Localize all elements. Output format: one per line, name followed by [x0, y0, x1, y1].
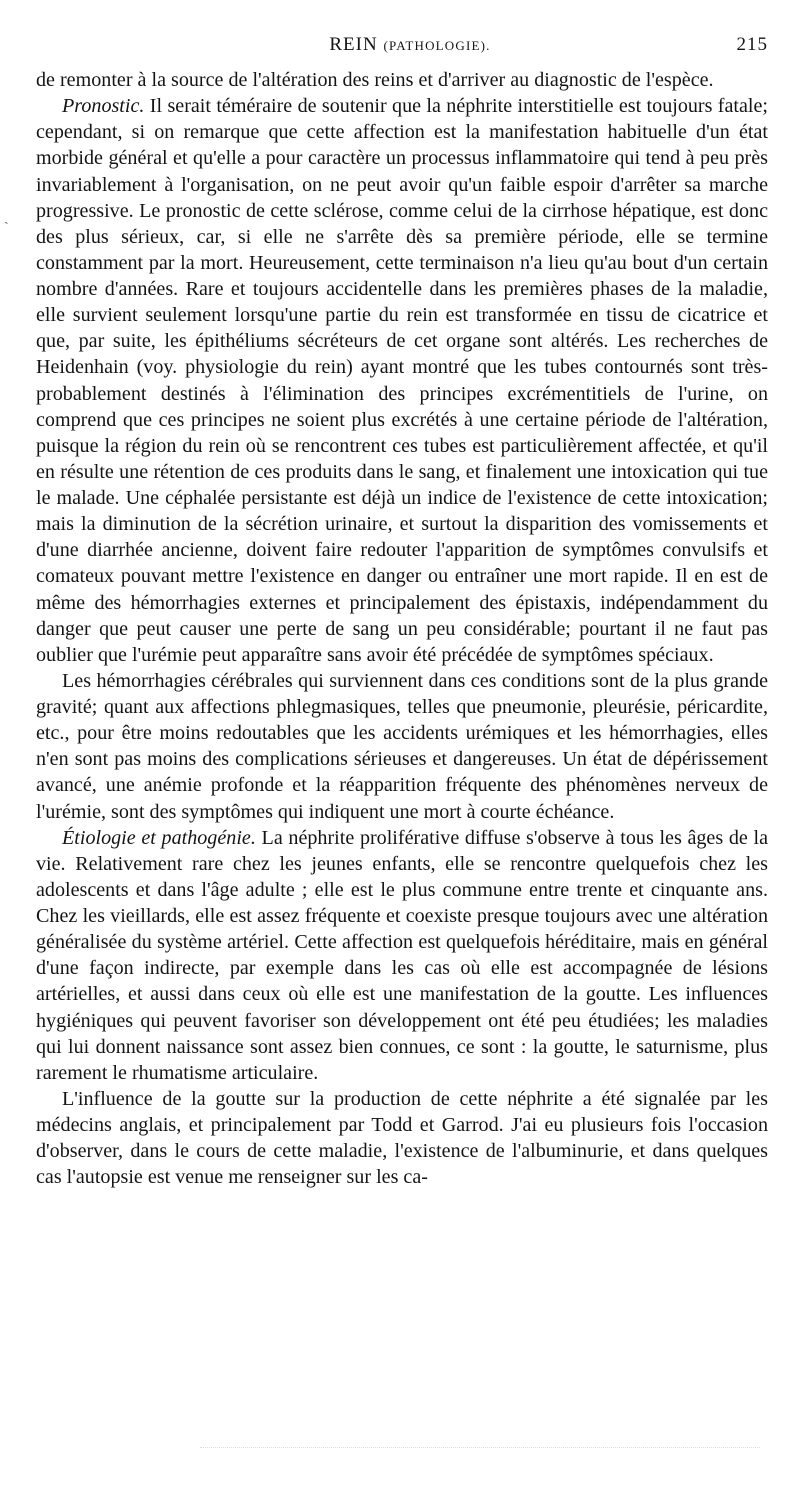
paragraph-text: La néphrite proliférative diffuse s'observe à tous les âges de la vie. Relativement rare chez les jeunes enfants, elle se rencontre quelquefois chez les adolescents et dans l'âge adulte ; elle est le plus commune entre trente et cinquante ans. Chez les vieillards, elle est assez fréquente et coexiste presque toujours avec une altération généralisée du système artériel. Cette affection est quelquefois héréditaire, mais en général d'une façon indirecte, par exemple dans les cas où elle est accompagnée de lésions artérielles, et aussi dans ceux où elle est une manifestation de la goutte. Les influences hygiéniques qui peuvent favoriser son développement ont été peu étudiées; les maladies qui lui donnent naissance sont assez bien connues, ce sont : la goutte, le saturnisme, plus rarement le rhumatisme articulaire. — [36, 826, 768, 1084]
paragraph-text: Les hémorrhagies cérébrales qui surviennent dans ces conditions sont de la plus grande gravité; quant aux affections phlegmasiques, telles que pneumonie, pleurésie, péricardite, etc., pour être moins redoutables que les accidents urémiques et les hémorrhagies, elles n'en sont pas moins des complications sérieuses et dangereuses. Un état de dépérissement avancé, une anémie profonde et la réapparition fréquente des phénomènes nerveux de l'urémie, sont des symptômes qui indiquent une mort à courte échéance. — [36, 669, 768, 823]
paragraph — [36, 1086, 768, 1191]
margin-mark: ˎ — [4, 210, 9, 225]
paragraph — [36, 93, 768, 668]
bleed-through-marks — [200, 1447, 760, 1454]
page-number: 215 — [736, 34, 768, 55]
paragraph-text: de remonter à la source de l'altération des reins et d'arriver au diagnostic de l'espèce. — [36, 69, 714, 91]
paragraph — [36, 668, 768, 825]
header-title-main: REIN — [329, 34, 378, 55]
body-text — [36, 67, 768, 1190]
paragraph-lead: Pronostic. — [62, 95, 145, 118]
paragraph — [36, 67, 768, 93]
paragraph-text: Il serait téméraire de soutenir que la néphrite interstitielle est toujours fatale; cependant, si on remarque que cette affection est la manifestation habituelle d'un état morbide général et qu'elle a pour caractère un processus inflammatoire qui tend à peu près invariablement à l'organisation, on ne peut avoir qu'un faible espoir d'arrêter sa marche progressive. Le pronostic de cette sclérose, comme celui de la cirrhose hépatique, est donc des plus sérieux, car, si elle ne s'arrête dès sa première période, elle se termine constamment par la mort. Heureusement, cette terminaison n'a lieu qu'au bout d'un certain nombre d'années. Rare et toujours accidentelle dans les premières phases de la maladie, elle survient seulement lorsqu'une partie du rein est transformée en tissu de cicatrice et que, par suite, les épithéliums sécréteurs de cet organe sont altérés. Les recherches de Heidenhain (voy. physiologie du rein) ayant montré que les tubes contournés sont très-probablement destinés à l'élimination des principes excrémentitiels de l'urine, on comprend que ces principes ne soient plus excrétés à une certaine période de l'altération, puisque la région du rein où se rencontrent ces tubes est particulièrement affectée, et qu'il en résulte une rétention de ces produits dans le sang, et finalement une intoxication qui tue le malade. Une céphalée persistante est déjà un indice de l'existence de cette intoxication; mais la diminution de la sécrétion urinaire, et surtout la disparition des vomissements et d'une diarrhée ancienne, doivent faire redouter l'apparition de symptômes convulsifs et comateux pouvant mettre l'existence en danger ou entraîner une mort rapide. Il en est de même des hémorrhagies externes et principalement des épistaxis, indépendamment du danger que peut causer une perte de sang un peu considérable; pourtant il ne faut pas oublier que l'urémie peut apparaître sans avoir été précédée de symptômes spéciaux. — [36, 95, 768, 666]
running-header — [36, 34, 768, 60]
paragraph-text: L'influence de la goutte sur la production de cette néphrite a été signalée par les médecins anglais, et principalement par Todd et Garrod. J'ai eu plusieurs fois l'occasion d'observer, dans le cours de cette maladie, l'existence de l'albuminurie, et dans quelques cas l'autopsie est venue me renseigner sur les ca- — [36, 1087, 768, 1189]
paragraph — [36, 825, 768, 1086]
header-title — [36, 34, 768, 56]
paragraph-lead: Étiologie et pathogénie. — [62, 826, 256, 849]
header-title-sub: (PATHOLOGIE). — [383, 38, 491, 53]
